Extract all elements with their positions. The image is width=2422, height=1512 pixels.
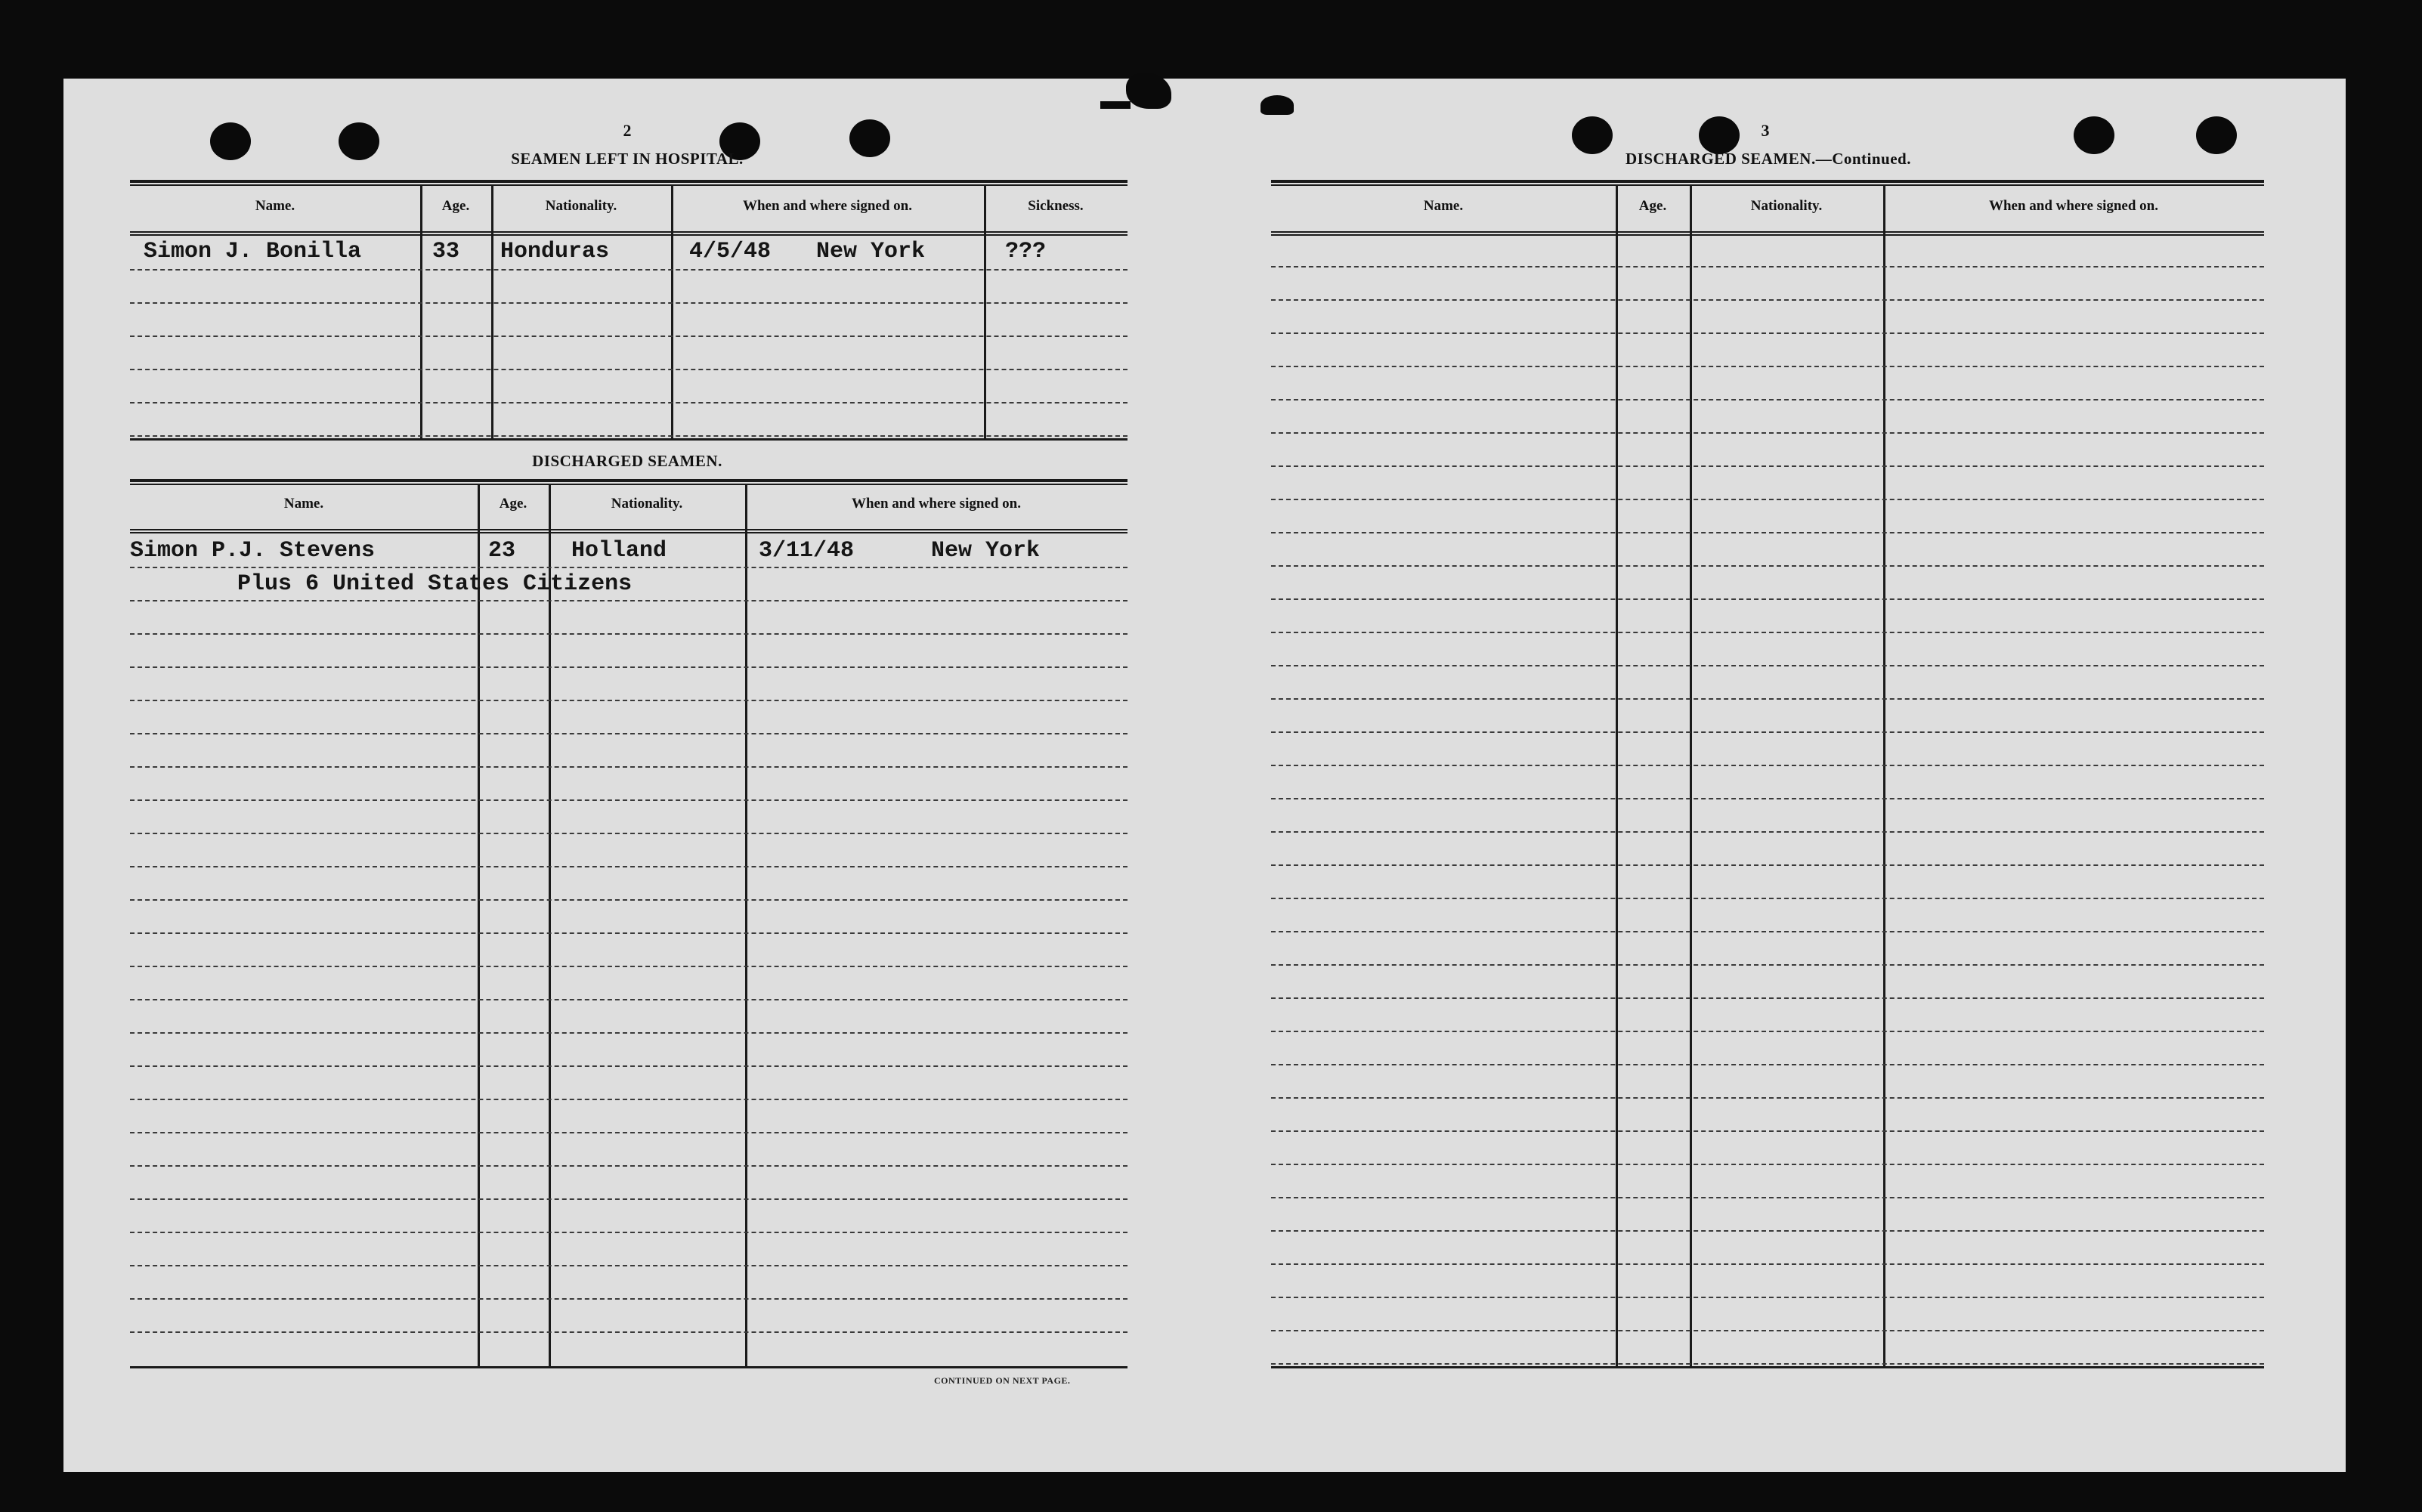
ruled-line	[130, 899, 1127, 901]
discharged-row-name: Simon P.J. Stevens	[130, 538, 376, 564]
rule	[130, 529, 1127, 530]
ruled-line	[1271, 632, 2264, 633]
ruled-line	[130, 1032, 1127, 1034]
rule	[130, 184, 1127, 186]
ruled-line	[1271, 665, 2264, 666]
hospital-row-place: New York	[816, 239, 926, 264]
rule	[549, 484, 551, 1368]
binder-hole	[2196, 116, 2237, 154]
right-col-nationality: Nationality.	[1750, 198, 1823, 214]
discharged-col-name: Name.	[283, 496, 324, 512]
right-col-age: Age.	[1638, 198, 1667, 214]
ruled-line	[1271, 565, 2264, 567]
ruled-line	[130, 700, 1127, 701]
ruled-line	[130, 932, 1127, 934]
ruled-line	[130, 733, 1127, 734]
ruled-line	[130, 335, 1127, 337]
ruled-line	[130, 1265, 1127, 1266]
ruled-line	[130, 269, 1127, 271]
right-section-title: DISCHARGED SEAMEN.—Continued.	[1625, 150, 1911, 168]
ruled-line	[130, 1165, 1127, 1167]
rule	[1271, 1366, 2264, 1368]
ruled-line	[1271, 399, 2264, 400]
ruled-line	[1271, 1363, 2264, 1365]
ruled-line	[1271, 898, 2264, 899]
ruled-line	[130, 1331, 1127, 1333]
rule	[130, 484, 1127, 485]
ruled-line	[1271, 332, 2264, 334]
ruled-line	[1271, 931, 2264, 932]
discharged-row-age: 23	[488, 538, 516, 564]
ruled-line	[1271, 499, 2264, 500]
binder-hole	[339, 122, 379, 160]
ruled-line	[1271, 864, 2264, 866]
ruled-line	[1271, 432, 2264, 434]
ruled-line	[130, 1065, 1127, 1067]
paper-tear	[1260, 95, 1294, 115]
rule	[1271, 184, 2264, 186]
binder-hole	[1572, 116, 1613, 154]
ruled-line	[1271, 1031, 2264, 1032]
ruled-line	[130, 1132, 1127, 1133]
rule	[130, 438, 1127, 441]
discharged-col-nationality: Nationality.	[611, 496, 683, 512]
ruled-line	[1271, 266, 2264, 267]
hospital-col-age: Age.	[441, 198, 470, 214]
rule	[1271, 231, 2264, 233]
ruled-line	[1271, 1330, 2264, 1331]
rule	[130, 180, 1127, 183]
ruled-line	[1271, 1197, 2264, 1198]
rule	[130, 479, 1127, 482]
ruled-line	[1271, 532, 2264, 533]
ruled-line	[130, 766, 1127, 768]
hospital-row-nationality: Honduras	[500, 239, 610, 264]
hospital-col-sickness: Sickness.	[1028, 198, 1084, 214]
ruled-line	[130, 633, 1127, 635]
ruled-line	[130, 833, 1127, 834]
ruled-line	[1271, 997, 2264, 999]
rule	[130, 231, 1127, 233]
ruled-line	[130, 600, 1127, 601]
hospital-row-name: Simon J. Bonilla	[144, 239, 362, 264]
ruled-line	[130, 1232, 1127, 1233]
ruled-line	[130, 1298, 1127, 1300]
ruled-line	[130, 1099, 1127, 1100]
rule	[130, 532, 1127, 533]
binder-hole	[2074, 116, 2114, 154]
rule	[1271, 180, 2264, 183]
rule	[130, 234, 1127, 236]
hospital-col-nationality: Nationality.	[545, 198, 617, 214]
ruled-line	[130, 966, 1127, 967]
discharged-section-title: DISCHARGED SEAMEN.	[532, 452, 722, 470]
ruled-line	[1271, 765, 2264, 766]
continued-footer: CONTINUED ON NEXT PAGE.	[934, 1375, 1071, 1386]
ruled-line	[1271, 1230, 2264, 1232]
right-col-name: Name.	[1423, 198, 1464, 214]
discharged-row-place: New York	[931, 538, 1041, 564]
ruled-line	[130, 799, 1127, 801]
hospital-col-name: Name.	[255, 198, 295, 214]
left-page-number: 2	[623, 121, 632, 140]
ruled-line	[1271, 1164, 2264, 1165]
ruled-line	[1271, 366, 2264, 367]
hospital-row-age: 33	[432, 239, 460, 264]
ruled-line	[1271, 1130, 2264, 1132]
discharged-note: Plus 6 United States Citizens	[237, 571, 633, 597]
rule	[1690, 184, 1692, 1368]
ruled-line	[130, 402, 1127, 404]
ruled-line	[130, 567, 1127, 568]
ruled-line	[130, 999, 1127, 1000]
ruled-line	[1271, 1263, 2264, 1265]
rule	[478, 484, 480, 1368]
ruled-line	[1271, 964, 2264, 966]
binder-hole	[849, 119, 890, 157]
ruled-line	[1271, 1064, 2264, 1065]
hospital-col-signed-on: When and where signed on.	[742, 198, 912, 214]
rule	[130, 1366, 1127, 1368]
ruled-line	[1271, 1097, 2264, 1099]
right-col-signed-on: When and where signed on.	[1988, 198, 2158, 214]
discharged-row-nationality: Holland	[571, 538, 667, 564]
right-page-number: 3	[1761, 121, 1770, 140]
binder-hole	[210, 122, 251, 160]
discharged-col-signed-on: When and where signed on.	[851, 496, 1021, 512]
rule	[1883, 184, 1885, 1368]
ruled-line	[1271, 465, 2264, 467]
rule	[1616, 184, 1618, 1368]
ruled-line	[1271, 1297, 2264, 1298]
ruled-line	[130, 369, 1127, 370]
ruled-line	[130, 302, 1127, 304]
hospital-row-sickness: ???	[1005, 239, 1047, 264]
ruled-line	[130, 866, 1127, 867]
hospital-section-title: SEAMEN LEFT IN HOSPITAL.	[511, 150, 744, 168]
rule	[745, 484, 747, 1368]
ruled-line	[1271, 731, 2264, 733]
hospital-row-date: 4/5/48	[689, 239, 772, 264]
ruled-line	[130, 1198, 1127, 1200]
ruled-line	[1271, 831, 2264, 833]
ruled-line	[1271, 698, 2264, 700]
discharged-col-age: Age.	[499, 496, 527, 512]
ruled-line	[1271, 798, 2264, 799]
ruled-line	[130, 435, 1127, 437]
ruled-line	[1271, 299, 2264, 301]
paper-tear	[1100, 101, 1131, 109]
rule	[1271, 234, 2264, 236]
ruled-line	[130, 666, 1127, 668]
ruled-line	[1271, 598, 2264, 600]
discharged-row-date: 3/11/48	[759, 538, 855, 564]
